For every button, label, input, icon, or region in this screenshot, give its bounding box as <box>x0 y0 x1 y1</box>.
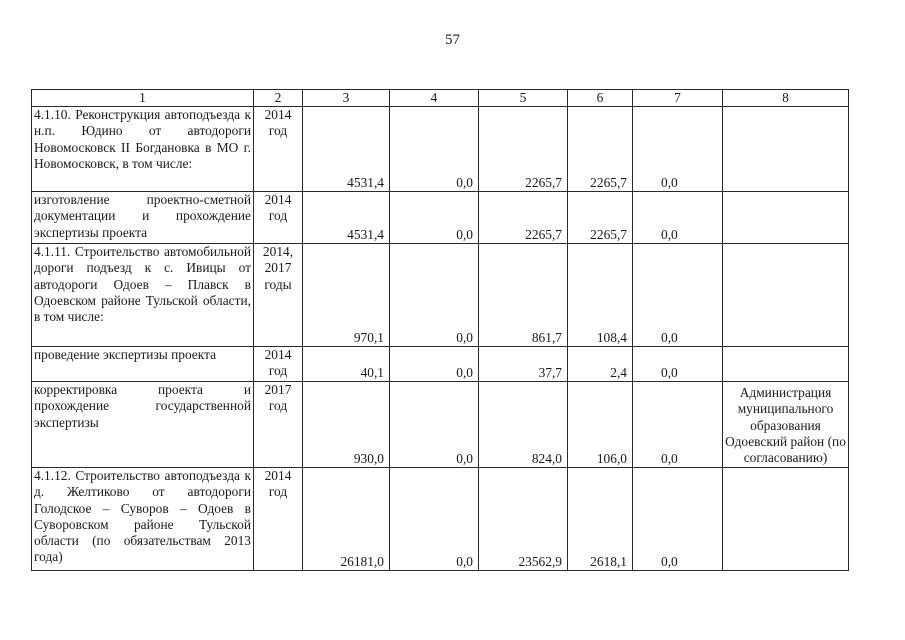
value-federal: 0,0 <box>390 192 479 244</box>
activity-name: 4.1.12. Строительство автоподъезда к д. Желтиково от автодороги Голодское – Суворов – Одоев в Суворовском районе Тульской области (по обязательствам 2013 года) <box>32 468 254 571</box>
responsible-party <box>723 192 849 244</box>
program-table <box>31 89 849 571</box>
value-regional: 2265,7 <box>479 192 568 244</box>
column-header: 6 <box>568 90 633 107</box>
value-extra: 0,0 <box>633 347 723 382</box>
table-header-row <box>32 90 849 107</box>
activity-year: 2014, 2017 годы <box>254 244 303 347</box>
table-row <box>32 107 849 192</box>
responsible-party <box>723 347 849 382</box>
value-local: 106,0 <box>568 382 633 468</box>
responsible-party <box>723 107 849 192</box>
column-header: 5 <box>479 90 568 107</box>
column-header: 8 <box>723 90 849 107</box>
responsible-party: Администрация муниципального образования Одоевский район (по согласованию) <box>723 382 849 468</box>
value-local: 2265,7 <box>568 192 633 244</box>
activity-name: 4.1.11. Строительство автомобильной дороги подъезд к с. Ивицы от автодороги Одоев – Плавск в Одоевском районе Тульской области, в том числе: <box>32 244 254 347</box>
value-local: 2265,7 <box>568 107 633 192</box>
value-federal: 0,0 <box>390 382 479 468</box>
value-total: 4531,4 <box>303 107 390 192</box>
activity-year: 2014 год <box>254 347 303 382</box>
activity-year: 2014 год <box>254 192 303 244</box>
value-regional: 824,0 <box>479 382 568 468</box>
column-header: 7 <box>633 90 723 107</box>
table-row <box>32 382 849 468</box>
table-row <box>32 347 849 382</box>
activity-name: 4.1.10. Реконструкция автоподъезда к н.п. Юдино от автодороги Новомосковск II Богдановка в МО г. Новомосковск, в том числе: <box>32 107 254 192</box>
value-extra: 0,0 <box>633 107 723 192</box>
value-regional: 2265,7 <box>479 107 568 192</box>
value-federal: 0,0 <box>390 468 479 571</box>
value-regional: 23562,9 <box>479 468 568 571</box>
value-federal: 0,0 <box>390 107 479 192</box>
value-federal: 0,0 <box>390 244 479 347</box>
value-extra: 0,0 <box>633 244 723 347</box>
value-local: 2,4 <box>568 347 633 382</box>
responsible-party <box>723 468 849 571</box>
value-extra: 0,0 <box>633 192 723 244</box>
value-local: 108,4 <box>568 244 633 347</box>
activity-name: изготовление проектно-сметной документации и прохождение экспертизы проекта <box>32 192 254 244</box>
value-total: 4531,4 <box>303 192 390 244</box>
responsible-party <box>723 244 849 347</box>
column-header: 1 <box>32 90 254 107</box>
column-header: 2 <box>254 90 303 107</box>
value-extra: 0,0 <box>633 382 723 468</box>
table-row <box>32 468 849 571</box>
page-number: 57 <box>445 32 460 48</box>
activity-name: проведение экспертизы проекта <box>32 347 254 382</box>
value-federal: 0,0 <box>390 347 479 382</box>
value-total: 930,0 <box>303 382 390 468</box>
activity-year: 2014 год <box>254 468 303 571</box>
table-row <box>32 244 849 347</box>
value-extra: 0,0 <box>633 468 723 571</box>
column-header: 4 <box>390 90 479 107</box>
activity-year: 2014 год <box>254 107 303 192</box>
value-local: 2618,1 <box>568 468 633 571</box>
value-regional: 37,7 <box>479 347 568 382</box>
value-total: 26181,0 <box>303 468 390 571</box>
column-header: 3 <box>303 90 390 107</box>
value-total: 40,1 <box>303 347 390 382</box>
table-row <box>32 192 849 244</box>
value-regional: 861,7 <box>479 244 568 347</box>
activity-name: корректировка проекта и прохождение государственной экспертизы <box>32 382 254 468</box>
activity-year: 2017 год <box>254 382 303 468</box>
value-total: 970,1 <box>303 244 390 347</box>
